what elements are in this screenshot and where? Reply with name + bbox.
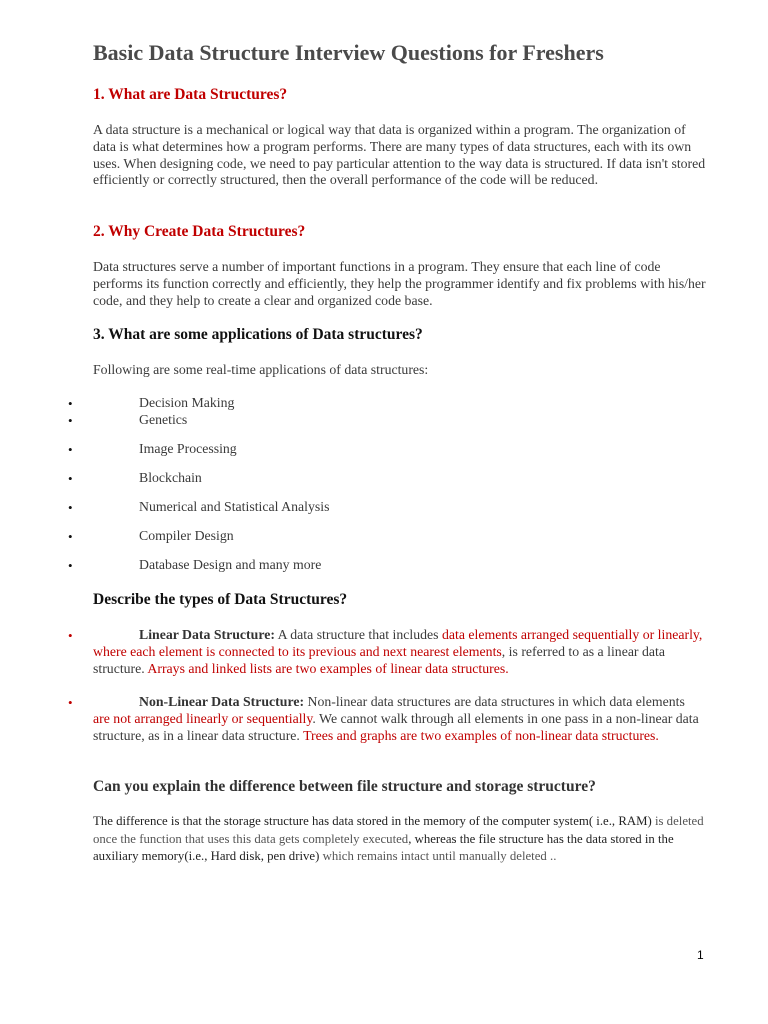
- linear-ds-highlight-2: Arrays and linked lists are two examples of linear data structures.: [147, 660, 509, 676]
- nonlinear-ds-text-2: . We cannot walk through all elements in one pass in a non-linear data structure, as in a linear data structure.: [93, 710, 699, 743]
- paragraph-q1: A data structure is a mechanical or logical way that data is organized within a program. The organization of data is what determines how a program performs. There are many types of data structures, each with its own uses. When designing code, we need to pay particular attention to the way data is structured. If data isn't stored efficiently or correctly structured, then the overall performance of the code will be reduced.: [93, 122, 706, 188]
- nonlinear-ds-highlight-2: Trees and graphs are two examples of non-linear data structures.: [303, 727, 659, 743]
- bullet-icon: •: [68, 558, 73, 573]
- list-item: Decision Making: [139, 395, 235, 410]
- bullet-icon: •: [68, 695, 73, 710]
- nonlinear-ds-item: [93, 694, 705, 744]
- heading-q4: Describe the types of Data Structures?: [93, 591, 348, 608]
- nonlinear-ds-text-1: Non-linear data structures are data structures in which data elements: [304, 694, 685, 709]
- list-item: Blockchain: [139, 470, 202, 485]
- q5-text-b: is deleted once the function that uses this data gets completely executed: [93, 814, 704, 846]
- linear-ds-text-1: A data structure that includes: [274, 627, 442, 642]
- bullet-icon: •: [68, 628, 73, 643]
- nonlinear-ds-label: Non-Linear Data Structure:: [139, 694, 305, 709]
- bullet-icon: •: [68, 413, 73, 428]
- heading-q3: 3. What are some applications of Data structures?: [93, 326, 423, 343]
- bullet-icon: •: [68, 396, 73, 411]
- list-item: Numerical and Statistical Analysis: [139, 499, 330, 514]
- bullet-icon: •: [68, 500, 73, 515]
- paragraph-q3-intro: Following are some real-time applications of data structures:: [93, 362, 429, 377]
- page-title: Basic Data Structure Interview Questions for Freshers: [93, 40, 604, 65]
- linear-ds-text-2: , is referred to as a linear data structure.: [93, 643, 665, 676]
- list-item: Genetics: [139, 412, 188, 427]
- list-item: Database Design and many more: [139, 557, 322, 572]
- bullet-icon: •: [68, 471, 73, 486]
- bullet-icon: •: [68, 442, 73, 457]
- q5-text-d: which remains intact until manually deleted ..: [319, 849, 557, 863]
- heading-q5: Can you explain the difference between file structure and storage structure?: [93, 778, 596, 795]
- paragraph-q2: Data structures serve a number of important functions in a program. They ensure that each line of code performs its function correctly and efficiently, they help the programmer identify and fix problems with his/her code, and they help to create a clear and organized code base.: [93, 259, 706, 308]
- linear-ds-highlight-1: data elements arranged sequentially or linearly, where each element is connected to its previous and next nearest elements: [93, 627, 703, 659]
- q5-text-c: , whereas the file structure has the data stored in the auxiliary memory(i.e., Hard disk, pen drive): [93, 831, 674, 863]
- bullet-icon: •: [68, 529, 73, 544]
- nonlinear-ds-highlight-1: are not arranged linearly or sequentially: [93, 710, 313, 726]
- q5-text-a: The difference is that the storage structure has data stored in the memory of the computer system( i.e., RAM): [93, 814, 652, 828]
- list-item: Image Processing: [139, 441, 237, 456]
- page-number: 1: [697, 948, 704, 962]
- heading-q2: 2. Why Create Data Structures?: [93, 223, 306, 240]
- paragraph-q5: [93, 813, 708, 866]
- list-item: Compiler Design: [139, 528, 234, 543]
- linear-ds-item: [93, 627, 705, 677]
- linear-ds-label: Linear Data Structure:: [139, 627, 275, 642]
- heading-q1: 1. What are Data Structures?: [93, 86, 288, 103]
